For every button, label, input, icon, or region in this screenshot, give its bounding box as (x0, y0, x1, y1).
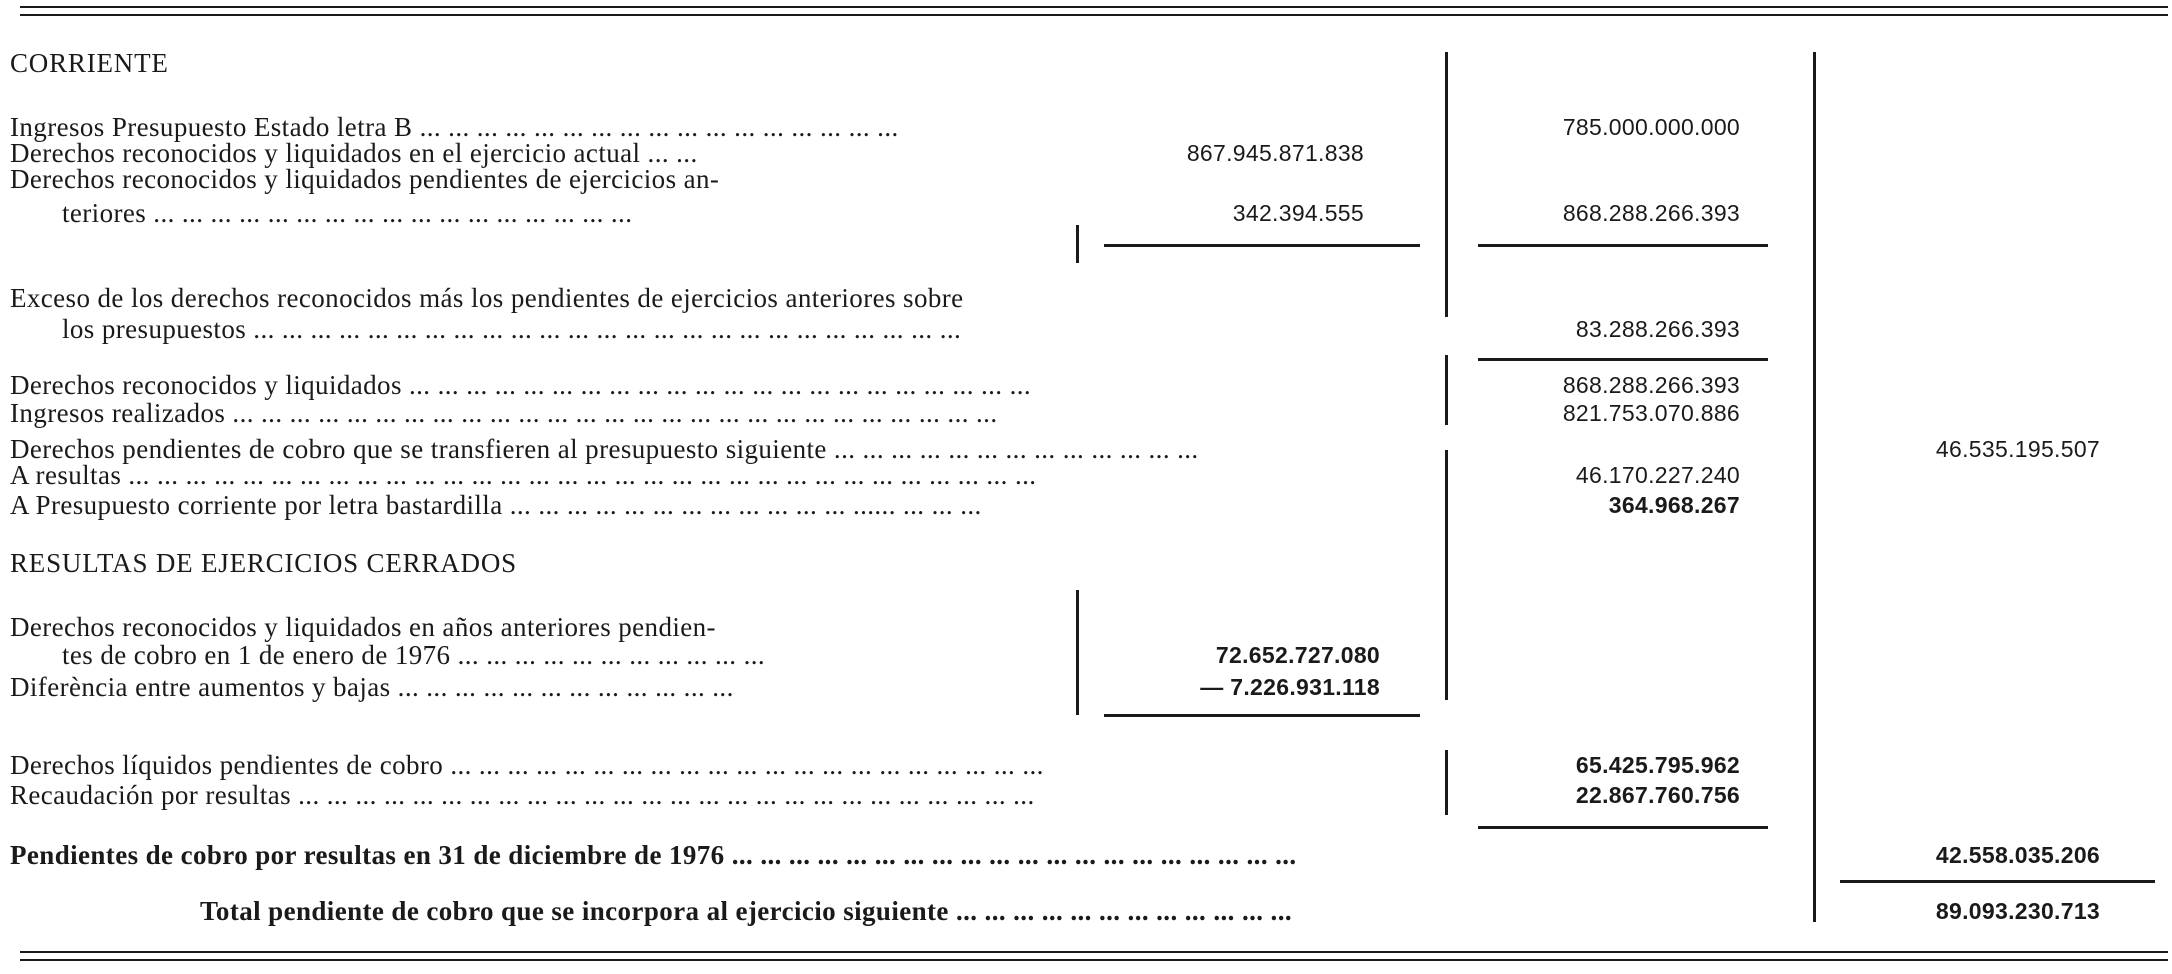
row-label: Ingresos Presupuesto Estado letra B ... ... ... ... ... ... ... ... ... ... ... ... ... ... ... ... ... (10, 112, 899, 142)
row-label: Recaudación por resultas ... ... ... ... ... ... ... ... ... ... ... ... ... ... ... ... ... ... ... ... ... ... ... ... ... ... (10, 780, 1035, 810)
row-label: Ingresos realizados ... ... ... ... ... ... ... ... ... ... ... ... ... ... ... ... ... ... ... ... ... ... ... ... ... ... ... (10, 398, 998, 428)
subtotal-rule (1478, 244, 1768, 247)
amount-main-column: 65.425.795.962 (1575, 752, 1740, 778)
row-label: Total pendiente de cobro que se incorpora al ejercicio siguiente ... ... ... ... ... ... ... ... ... ... ... ... (200, 896, 1292, 926)
column-divider-middle (1445, 355, 1448, 425)
row-label: Exceso de los derechos reconocidos más los pendientes de ejercicios anteriores sobre (10, 283, 964, 313)
bottom-rule (20, 951, 2168, 953)
row-label: Derechos reconocidos y liquidados en años anteriores pendien- (10, 612, 716, 642)
amount-total-column: 89.093.230.713 (1935, 898, 2100, 924)
row-label: Derechos reconocidos y liquidados ... ... ... ... ... ... ... ... ... ... ... ... ... ... ... ... ... ... ... ... ... ... (10, 370, 1032, 400)
column-divider-right (1813, 52, 1816, 922)
column-divider-left (1076, 590, 1079, 715)
amount-total-column: 42.558.035.206 (1935, 842, 2100, 868)
top-rule (20, 14, 2168, 16)
row-label: A resultas ... ... ... ... ... ... ... ... ... ... ... ... ... ... ... ... ... ... ... ... ... ... ... ... ... ... ... ... ... ... ... ... (10, 460, 1037, 490)
subtotal-rule (1478, 358, 1768, 361)
amount-main-column: 83.288.266.393 (1575, 316, 1740, 342)
amount-main-column: 868.288.266.393 (1562, 372, 1740, 398)
amount-main-column: 22.867.760.756 (1575, 782, 1740, 808)
bottom-rule (20, 959, 2168, 961)
amount-subcolumn: 867.945.871.838 (1186, 140, 1364, 166)
amount-subcolumn: 342.394.555 (1232, 200, 1364, 226)
amount-subcolumn: — 7.226.931.118 (1200, 674, 1380, 700)
amount-main-column: 785.000.000.000 (1562, 114, 1740, 140)
column-divider-middle (1445, 750, 1448, 815)
amount-main-column: 868.288.266.393 (1562, 200, 1740, 226)
subtotal-rule (1104, 714, 1420, 717)
column-divider-middle (1445, 450, 1448, 700)
row-label: los presupuestos ... ... ... ... ... ... ... ... ... ... ... ... ... ... ... ... ... ... ... ... ... ... ... ... ... (62, 314, 962, 344)
section-heading-resultas: RESULTAS DE EJERCICIOS CERRADOS (10, 548, 517, 578)
row-label: Pendientes de cobro por resultas en 31 de diciembre de 1976 ... ... ... ... ... ... ... ... ... ... ... ... ... ... ... ... ... ... ... ... (10, 840, 1297, 870)
amount-subcolumn: 72.652.727.080 (1215, 642, 1380, 668)
column-divider-middle (1445, 52, 1448, 317)
row-label: teriores ... ... ... ... ... ... ... ... ... ... ... ... ... ... ... ... ... (62, 198, 633, 228)
column-divider-left (1076, 225, 1079, 263)
subtotal-rule (1478, 826, 1768, 829)
row-label: Derechos líquidos pendientes de cobro ... ... ... ... ... ... ... ... ... ... ... ... ... ... ... ... ... ... ... ... ... (10, 750, 1044, 780)
top-rule (20, 6, 2168, 8)
row-label: A Presupuesto corriente por letra bastardilla ... ... ... ... ... ... ... ... ... ... ... ... ...... ... ... ... (10, 490, 982, 520)
subtotal-rule (1104, 244, 1420, 247)
row-label: Derechos pendientes de cobro que se transfieren al presupuesto siguiente ... ... ... ... ... ... ... ... ... ... ... ... ... (10, 434, 1199, 464)
row-label: Derechos reconocidos y liquidados en el ejercicio actual ... ... (10, 138, 698, 168)
row-label: tes de cobro en 1 de enero de 1976 ... ... ... ... ... ... ... ... ... ... ... (62, 640, 766, 670)
section-heading-corriente: CORRIENTE (10, 48, 169, 78)
amount-total-column: 46.535.195.507 (1935, 436, 2100, 462)
total-rule (1840, 880, 2155, 883)
amount-main-column: 46.170.227.240 (1575, 462, 1740, 488)
amount-main-column: 821.753.070.886 (1562, 400, 1740, 426)
row-label: Diferència entre aumentos y bajas ... ... ... ... ... ... ... ... ... ... ... ... (10, 672, 734, 702)
amount-main-column: 364.968.267 (1608, 492, 1740, 518)
row-label: Derechos reconocidos y liquidados pendientes de ejercicios an- (10, 164, 720, 194)
